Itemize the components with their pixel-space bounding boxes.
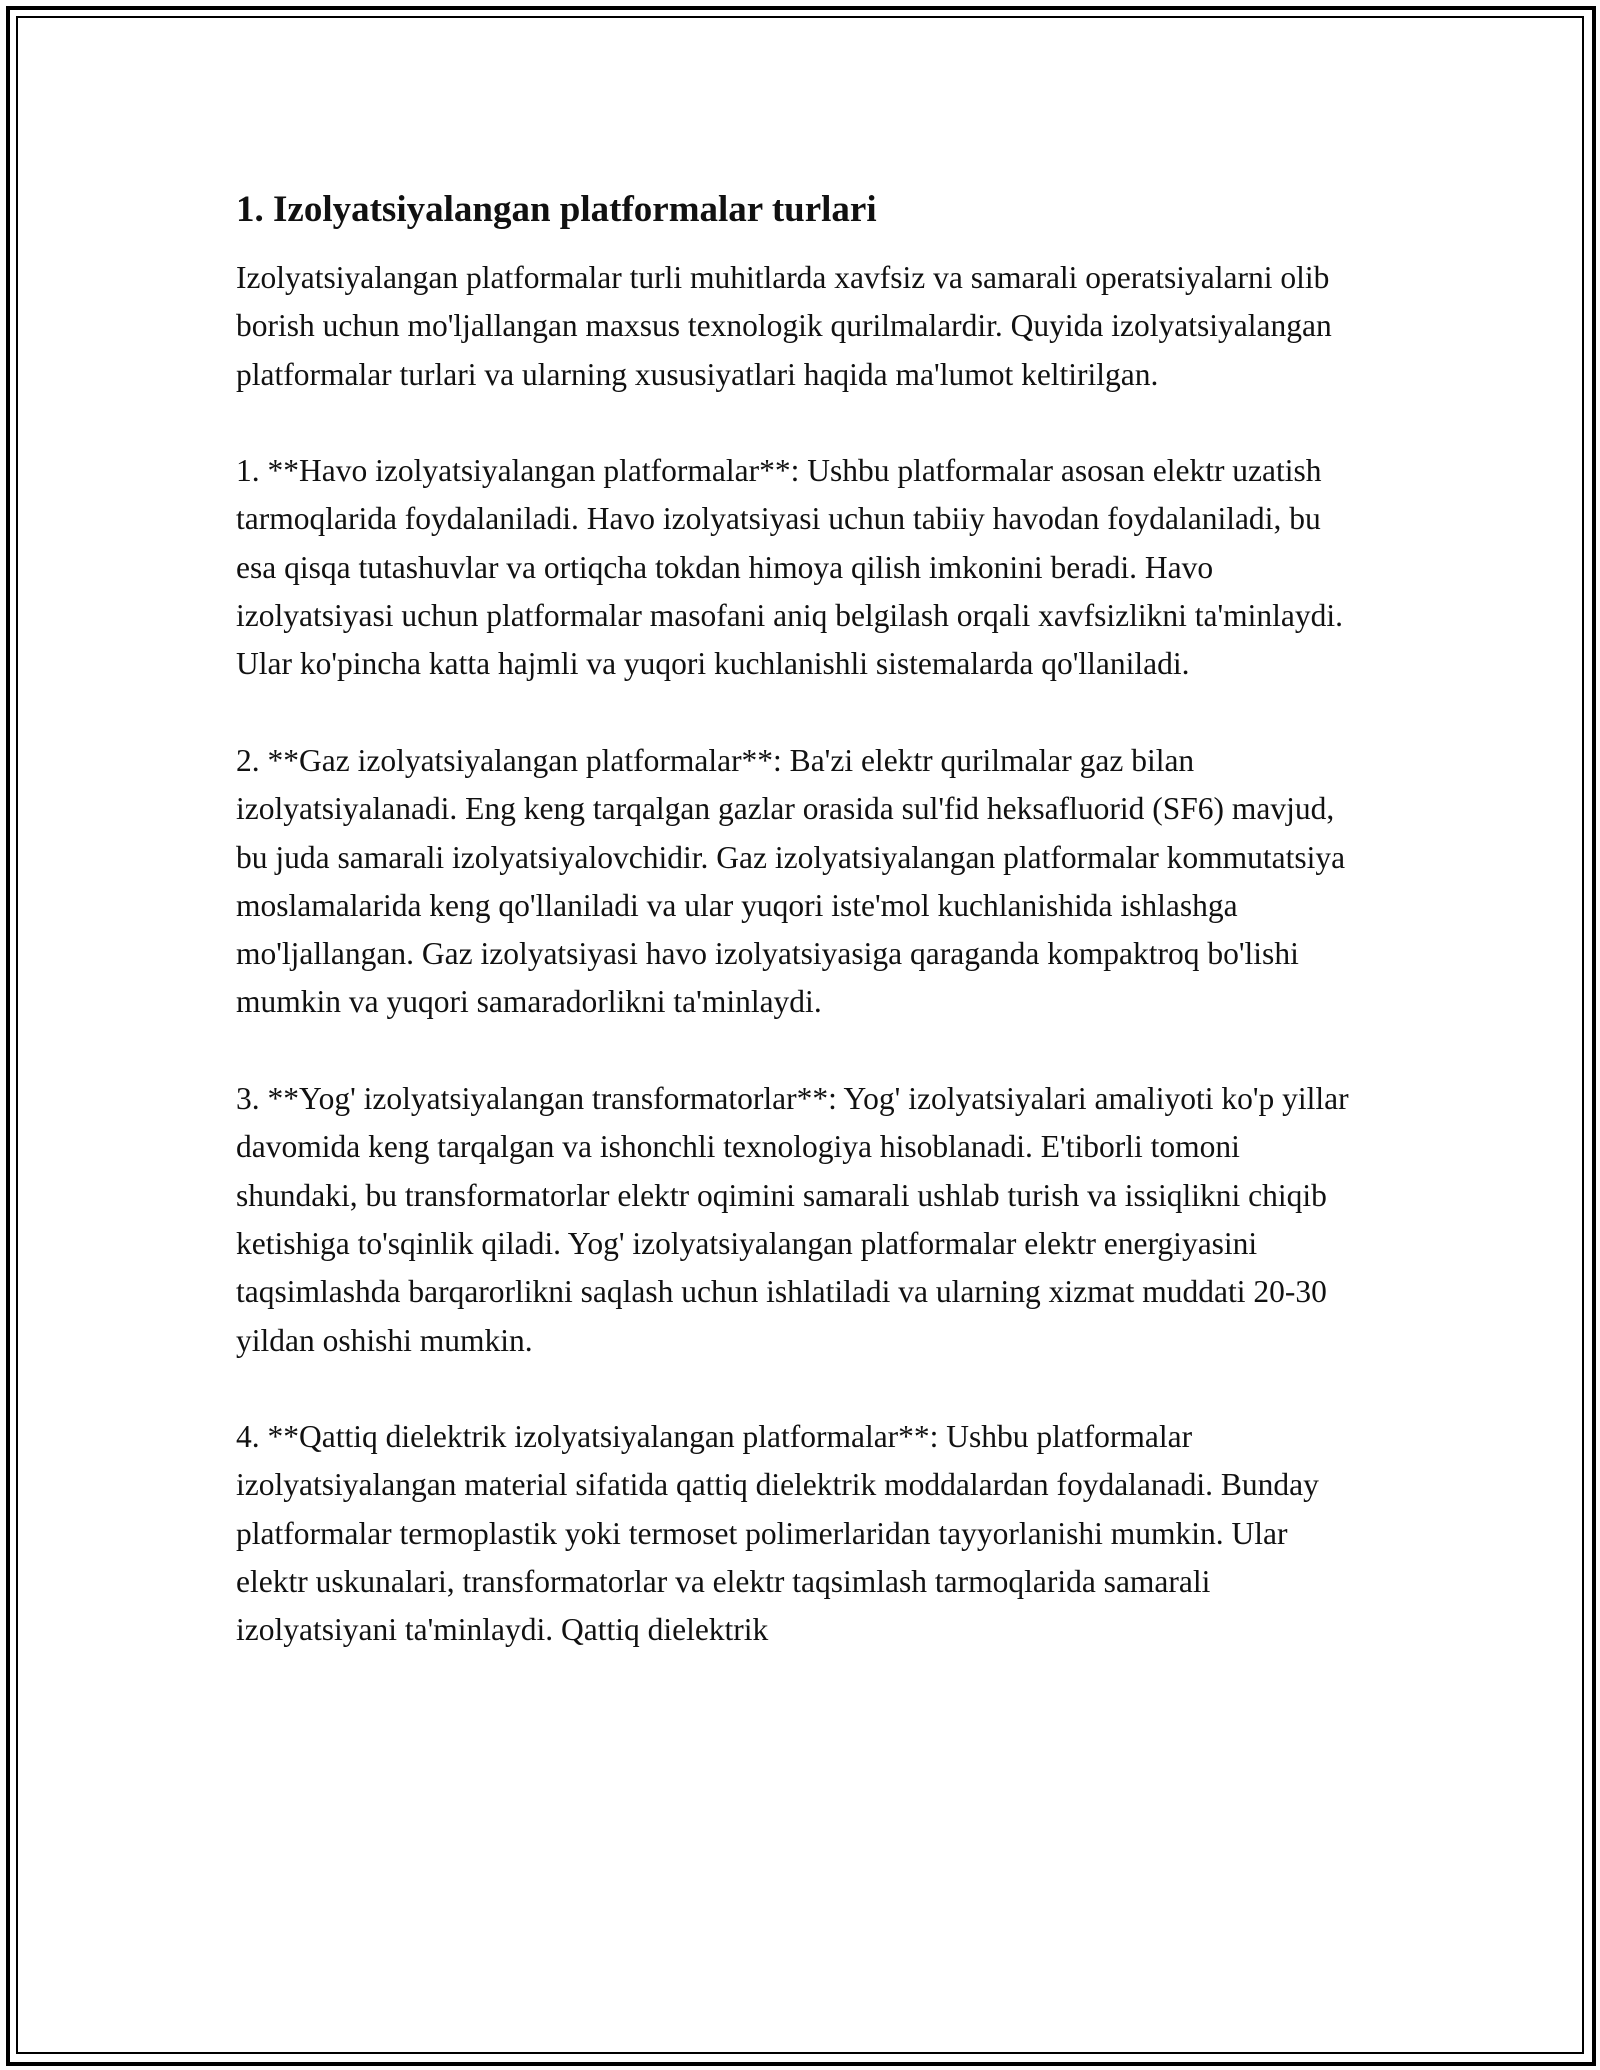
list-item-solid-dielectric: 4. **Qattiq dielektrik izolyatsiyalangan platformalar**: Ushbu platformalar izolyatsiyalangan material sifatida qattiq dielektrik moddalardan foydalanadi. Bunday platformalar termoplastik yoki termoset polimerlaridan tayyorlanishi mumkin. Ular elektr uskunalari, transformatorlar va elektr taqsimlash tarmoqlarida samarali izolyatsiyani ta'minlaydi. Qattiq dielektrik [236,1419,1319,1648]
list-item-air-insulated: 1. **Havo izolyatsiyalangan platformalar**: Ushbu platformalar asosan elektr uzatish tarmoqlarida foydalaniladi. Havo izolyatsiyasi uchun tabiiy havodan foydalaniladi, bu esa qisqa tutashuvlar va ortiqcha tokdan himoya qilish imkonini beradi. Havo izolyatsiyasi uchun platformalar masofani aniq belgilash orqali xavfsizlikni ta'minlaydi. Ular ko'pincha katta hajmli va yuqori kuchlanishli sistemalarda qo'llaniladi. [236,453,1344,682]
list-item-oil-insulated: 3. **Yog' izolyatsiyalangan transformatorlar**: Yog' izolyatsiyalari amaliyoti ko'p yillar davomida keng tarqalgan va ishonchli texnologiya hisoblanadi. E'tiborli tomoni shundaki, bu transformatorlar elektr oqimini samarali ushlab turish va issiqlikni chiqib ketishiga to'sqinlik qiladi. Yog' izolyatsiyalangan platformalar elektr energiyasini taqsimlashda barqarorlikni saqlash uchun ishlatiladi va ularning xizmat muddati 20-30 yildan oshishi mumkin. [236,1081,1349,1358]
section-heading: 1. Izolyatsiyalangan platformalar turlari [236,189,877,230]
document-body [236,186,1366,1655]
list-item-gas-insulated: 2. **Gaz izolyatsiyalangan platformalar**: Ba'zi elektr qurilmalar gaz bilan izolyatsiyalanadi. Eng keng tarqalgan gazlar orasida sul'fid heksafluorid (SF6) mavjud, bu juda samarali izolyatsiyalovchidir. Gaz izolyatsiyalangan platformalar kommutatsiya moslamalarida keng qo'llaniladi va ular yuqori iste'mol kuchlanishida ishlashga mo'ljallangan. Gaz izolyatsiyasi havo izolyatsiyasiga qaraganda kompaktroq bo'lishi mumkin va yuqori samaradorlikni ta'minlaydi. [236,742,1346,1020]
intro-paragraph: Izolyatsiyalangan platformalar turli muhitlarda xavfsiz va samarali operatsiyalarni olib borish uchun mo'ljallangan maxsus texnologik qurilmalardir. Quyida izolyatsiyalangan platformalar turlari va ularning xususiyatlari haqida ma'lumot keltirilgan. [236,260,1332,392]
